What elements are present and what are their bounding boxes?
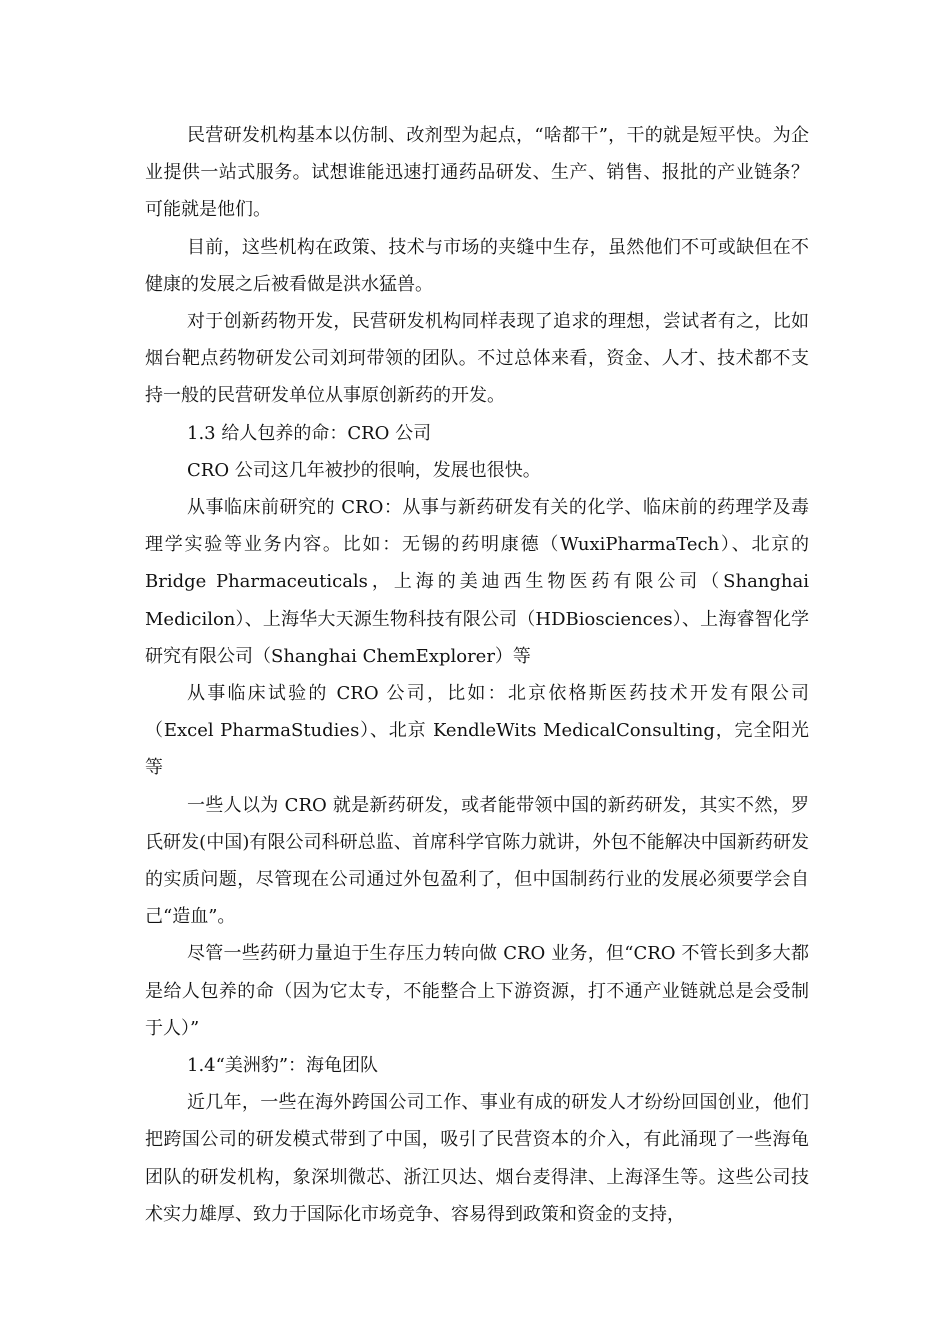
document-page — [145, 117, 809, 1233]
section-heading-1-4: 1.4“美洲豹”：海龟团队 — [187, 1055, 379, 1077]
paragraph-cro-growth: CRO 公司这几年被抄的很响，发展也很快。 — [187, 459, 541, 481]
paragraph-cro-not-rd: 一些人以为 CRO 就是新药研发，或者能带领中国的新药研发，其实不然，罗氏研发(中国)有限公司科研总监、首席科学官陈力就讲，外包不能解决中国新药研发的实质问题，尽管现在公司通过外包盈利了，但中国制药行业的发展必须要学会自己“造血”。 — [145, 794, 809, 928]
paragraph-cro-limits: 尽管一些药研力量迫于生存压力转向做 CRO 业务，但“CRO 不管长到多大都是给人包养的命（因为它太专，不能整合上下游资源，打不通产业链就总是会受制于人）” — [145, 943, 809, 1039]
paragraph-private-rd-status: 目前，这些机构在政策、技术与市场的夹缝中生存，虽然他们不可或缺但在不健康的发展之后被看做是洪水猛兽。 — [145, 236, 809, 295]
paragraph-private-rd-innovation: 对于创新药物开发，民营研发机构同样表现了追求的理想，尝试者有之，比如烟台靶点药物研发公司刘珂带领的团队。不过总体来看，资金、人才、技术都不支持一般的民营研发单位从事原创新药的开发。 — [145, 311, 809, 407]
paragraph-private-rd-intro: 民营研发机构基本以仿制、改剂型为起点，“啥都干”，干的就是短平快。为企业提供一站式服务。试想谁能迅速打通药品研发、生产、销售、报批的产业链条？可能就是他们。 — [145, 125, 809, 221]
paragraph-clinical-cro: 从事临床试验的 CRO 公司，比如：北京依格斯医药技术开发有限公司（Excel PharmaStudies）、北京 KendleWits MedicalConsulting，完全阳光等 — [145, 683, 809, 779]
paragraph-preclinical-cro: 从事临床前研究的 CRO：从事与新药研发有关的化学、临床前的药理学及毒理学实验等业务内容。比如：无锡的药明康德（WuxiPharmaTech）、北京的 Bridge Pharmaceuticals，上海的美迪西生物医药有限公司（Shanghai Medicilon）、上海华大天源生物科技有限公司（HDBiosciences）、上海睿智化学研究有限公司（Shanghai ChemExplorer）等 — [145, 497, 809, 667]
section-heading-1-3: 1.3 给人包养的命：CRO 公司 — [187, 422, 432, 444]
paragraph-returnee-teams: 近几年，一些在海外跨国公司工作、事业有成的研发人才纷纷回国创业，他们把跨国公司的研发模式带到了中国，吸引了民营资本的介入，有此涌现了一些海龟团队的研发机构，象深圳微芯、浙江贝达、烟台麦得津、上海泽生等。这些公司技术实力雄厚、致力于国际化市场竞争、容易得到政策和资金的支持， — [145, 1092, 809, 1225]
